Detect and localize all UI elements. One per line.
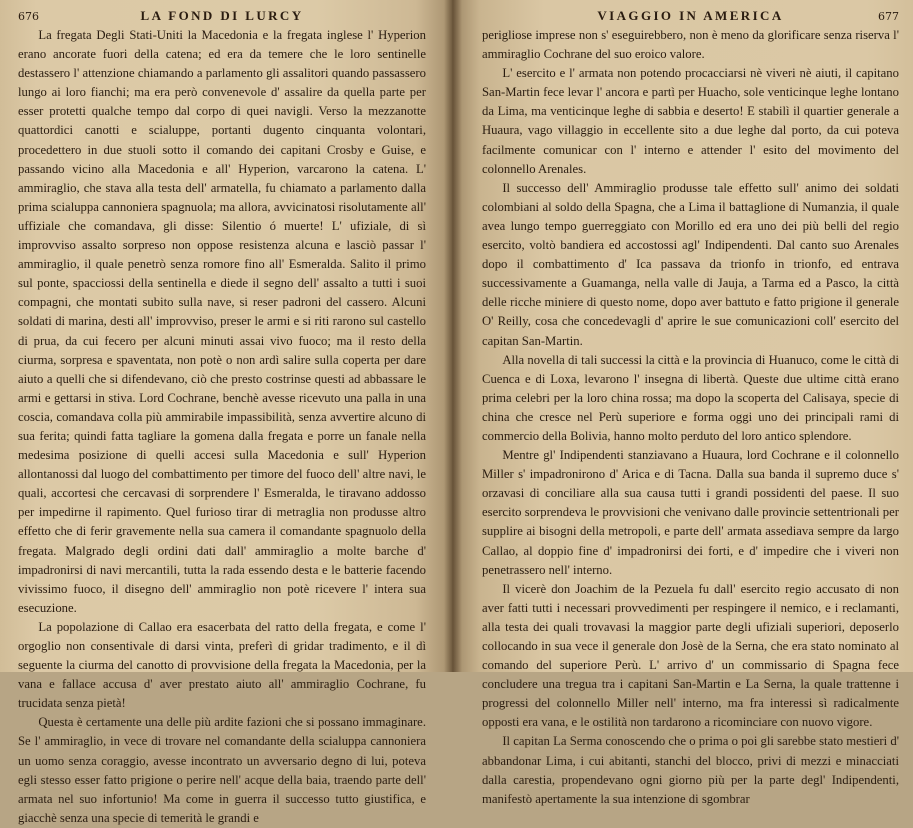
left-page-body (18, 26, 426, 828)
running-head-title-left: LA FOND DI LURCY (140, 8, 304, 23)
left-page (0, 0, 452, 825)
paragraph: Questa è certamente una delle più ardite fazioni che si possano immaginare. Se l' ammiraglio, in vece di trovare nel comandante della scialuppa cannoniera un uomo senza coraggio, avesse incontrato un avversario degno di lui, poteva egli stesso esser fatto prigione o perire nell' acque della baia, traendo parte dell' armata nel suo infortunio! Ma come in guerra il successo tutto giustifica, e giacchè senza una specie di temerità le grandi e (18, 715, 426, 825)
paragraph: L' esercito e l' armata non potendo procacciarsi nè viveri nè aiuti, il capitano San-Martin fece levar l' ancora e partì per Huacho, sole venticinque leghe lontano da Lima, ma venticinque leghe di sabbia e deserto! E stabilì il quartier generale a Huaura, vago villaggio in eccellente sito a due leghe dal porto, da cui poteva facilmente comunicar con l' interno e attender l' esito del movimento del colonnello Arenales. (482, 66, 899, 176)
page-number-right: 677 (878, 10, 899, 23)
paragraph: La popolazione di Callao era esacerbata del ratto della fregata, e come l' orgoglio non consentivale di darsi vinta, preferì di gridar tradimento, e il dì seguente la ciurma del canotto di provvisione della fregata la Macedonia, per la vana e fallace accusa d' aver prestato aiuto all' ammiraglio Cochrane, fu trucidata senza pietà! (18, 619, 426, 711)
right-page-body (482, 26, 899, 809)
paragraph: perigliose imprese non s' eseguirebbero, non è meno da glorificare senza riserva l' ammiraglio Cochrane del suo eroico valore. (482, 28, 899, 62)
running-head-left (18, 0, 426, 26)
running-head-right (482, 0, 899, 26)
paragraph: Il successo dell' Ammiraglio produsse tale effetto sull' animo dei soldati colombiani al soldo della Spagna, che a Lima il battaglione di Numanzia, il quale avea lungo tempo guerreggiato con Morillo ed era uno dei più belli del regio esercito, voltò bandiera ed accostossi agl' Indipendenti. Dal canto suo Arenales dopo il combattimento d' Ica passava da trionfo in trionfo, ed entrava successivamente a Guamanga, nella valle di Jauja, a Tarma ed a Pasco, la città delle ricche miniere di questo nome, dopo aver battuto e fatto prigione il generale O' Reilly, cosa che concedevagli d' aprire le sue comunicazioni coll' esercito del capitan San-Martin. (482, 180, 899, 348)
paragraph: Alla novella di tali successi la città e la provincia di Huanuco, come le città di Cuenca e di Loxa, levarono l' insegna di libertà. Queste due ultime città erano prima celebri per la loro china rossa; ma dopo la scoperta del Calisaya, specie di china che cresce nel Perù superiore e forma oggi uno dei principali rami di commercio della Bolivia, hanno molto perduto del loro antico splendore. (482, 352, 899, 443)
running-head-title-right: VIAGGIO IN AMERICA (597, 8, 784, 23)
paragraph: Il vicerè don Joachim de la Pezuela fu dall' esercito regio accusato di non aver fatti tutti i necessari provvedimenti per respingere il nemico, e i reclamanti, alla testa dei quali trovavasi la maggior parte degli ufiziali superiori, deposerlo collocando in sua vece il generale don Josè de la Serna, che era stato nominato al comando del superiore Perù. L' arrivo d' un commissario di Spagna fece concludere una tregua tra i capitani San-Martin e La Serna, la quale trattenne i progressi del colonnello Miller nell' interno, ma fra interessi sì radicalmente opposti era vana, e le ostilità non tardarono a ricominciare con nuovo vigore. (482, 581, 899, 730)
paragraph: Mentre gl' Indipendenti stanziavano a Huaura, lord Cochrane e il colonnello Miller s' impadronirono d' Arica e di Tacna. Dalla sua banda il supremo duce s' orzavasi di conciliare alla sua causa tutti i grandi possidenti del paese. Il suo esercito sorprendeva le provvisioni che venivano dalle provincie settentrionali per supplire ai bisogni della metropoli, e parte dell' armata assediava sempre da largo Callao, al doppio fine d' impadronirsi dei forti, e d' impedire che i viveri non penetrassero nell' interno. (482, 448, 899, 577)
paragraph: Il capitan La Serma conoscendo che o prima o poi gli sarebbe stato mestieri d' abbandonar Lima, i cui abitanti, stanchi del blocco, privi di mezzi e minacciati dalla carestia, propendevano ogni giorno più per la parte degl' Indipendenti, manifestò apertamente la sua intenzione di sgombrar (482, 734, 899, 806)
paragraph: La fregata Degli Stati-Uniti la Macedonia e la fregata inglese l' Hyperion erano ancorate fuori della catena; ed era da temere che le loro sentinelle destassero l' attenzione chiamando a parlamento gli assalitori quando passassero lungo ai loro fianchi; ma era però convenevole d' assalire da quella parte per esser protetti qualche tempo dal corpo di quei navigli. Verso la mezzanotte quattordici canotti e scialuppe, portanti dugento cinquanta volontari, procedettero in due stuoli sotto il comando dei capitani Crosby e Guise, e passando vicino alla Macedonia e all' Hyperion, varcarono la catena. L' ammiraglio, che stava alla testa dell' armatella, fu chiamato a parlamento dalla prima scialuppa cannoniera spagnuola; ma allora, avvicinatosi risolutamente all' uffiziale che comandava, gli disse: Silentio ó muerte! L' ufiziale, di sì improvviso assalto sorpreso non oppose resistenza alcuna e lasciò passar l' ammiraglio, il quale penetrò senza romore fino all' Esmeralda. Salito il primo sul ponte, spacciossi della sentinella e diede il segno dell' assalto a tutti i suoi compagni, che montati subito sulla nave, si reser padroni del cassero. Alcuni soldati di marina, desti all' improvviso, preser le armi e si riti rarono sul castello di prua, da cui fecero per alcuni minuti assai vivo fuoco; ma il resto della ciurma, sorpresa e spaventata, non potè o non ardì salire sulla coperta per dare aiuto a quelli che si difendevano, ciò che presto costrinse questi ad abbassare le armi e gettarsi in stiva. Lord Cochrane, benchè avesse ricevuto una palla in una coscia, comandava colla più ammirabile impassibilità, senza avvertire alcuno di sua ferita; quindi fatta tagliare la gomena dalla fregata e porre un fanale nella medesima posizione di quelli accesi sulla Macedonia e sull' Hyperion allontanossi dal luogo del combattimento per timore del fuoco dell' altre navi, le quali, accortesi che cercavasi di sorprendere l' Esmeralda, le tiravano addosso per impedirne il rapimento. Quel furioso tirar di metraglia non produsse altro effetto che di ferir gravemente nella sua camera il comandante spagnuolo della fregata. Malgrado degli ordini dati dall' ammiraglio a molte barche d' impadronirsi di navi mercantili, tutta la rada essendo desta e le batterie facendo vivissimo fuoco, il disegno dell' ammiraglio non potè ricevere l' intera sua esecuzione. (18, 28, 426, 615)
page-number-left: 676 (18, 10, 39, 23)
right-page (452, 0, 913, 806)
book-gutter (444, 0, 462, 672)
